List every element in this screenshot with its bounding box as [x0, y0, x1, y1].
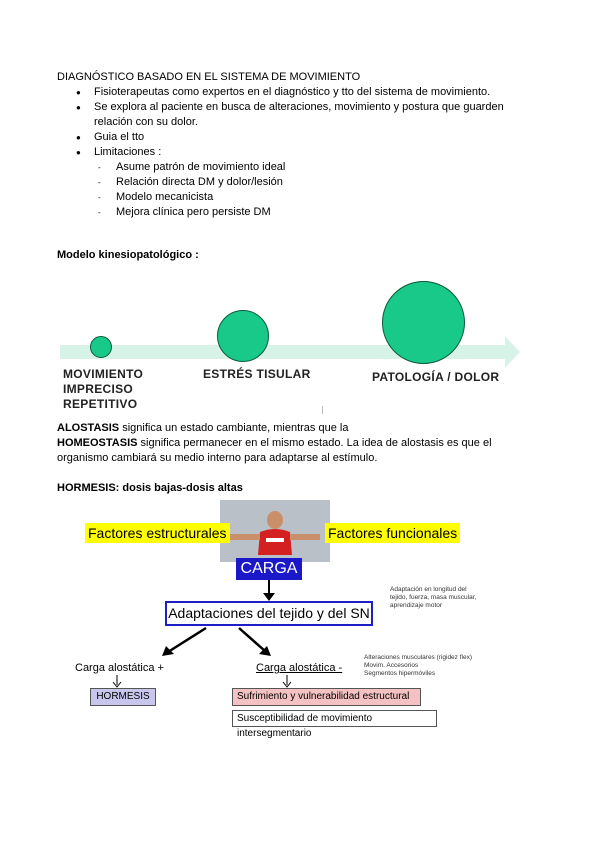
limitaciones-list — [98, 160, 526, 220]
stage-label-movimiento — [63, 367, 143, 412]
alteraciones-note — [364, 654, 489, 678]
stage-label-patologia: PATOLOGÍA / DOLOR — [372, 370, 500, 384]
list-item: ● Se explora al paciente en busca de alteraciones, movimiento y postura que guarden relación con su dolor. — [76, 100, 526, 130]
susceptibilidad-box: Susceptibilidad de movimiento intersegmentario — [232, 710, 437, 727]
list-item: - Mejora clínica pero persiste DM — [98, 205, 526, 220]
circle-medium — [217, 310, 269, 362]
note-line: Movim. Accesorios — [364, 662, 419, 669]
list-item: - Relación directa DM y dolor/lesión — [98, 175, 526, 190]
carga-label: CARGA — [236, 558, 302, 580]
section-heading: DIAGNÓSTICO BASADO EN EL SISTEMA DE MOVIMIENTO — [57, 71, 361, 83]
stage-label-estres: ESTRÉS TISULAR — [203, 367, 311, 381]
alostasis-paragraph — [57, 421, 502, 466]
arrow-down-icon — [281, 675, 293, 689]
arrow-right-icon — [235, 626, 275, 658]
arrow-down-icon — [111, 675, 123, 689]
note-line: Segmentos hipermóviles — [364, 670, 436, 677]
circle-large — [382, 281, 465, 364]
alostasis-term: ALOSTASIS — [57, 422, 120, 434]
carga-negativa-label: Carga alostática - — [256, 662, 343, 674]
athlete-photo — [220, 500, 330, 562]
list-item: ● Fisioterapeutas como expertos en el diagnóstico y tto del sistema de movimiento. — [76, 85, 526, 100]
hormesis-heading: HORMESIS: dosis bajas-dosis altas — [57, 482, 243, 494]
sufrimiento-box: Sufrimiento y vulnerabilidad estructural — [232, 688, 421, 706]
factores-funcionales-label: Factores funcionales — [325, 523, 460, 543]
list-item: - Modelo mecanicista — [98, 190, 526, 205]
note-line: Alteraciones musculares (rigidez flex) — [364, 654, 473, 661]
hormesis-box: HORMESIS — [90, 688, 156, 706]
alostasis-text: significa un estado cambiante, mientras que la — [119, 422, 349, 434]
list-item — [76, 145, 526, 220]
model-heading: Modelo kinesiopatológico : — [57, 249, 199, 261]
gymnast-illustration — [220, 500, 330, 562]
stage-line: MOVIMIENTO — [63, 367, 144, 381]
factores-estructurales-label: Factores estructurales — [85, 523, 230, 543]
limitaciones-label: Limitaciones : — [94, 146, 162, 158]
carga-positiva-label: Carga alostática + — [75, 662, 164, 674]
arrow-left-icon — [160, 626, 210, 658]
bullet-list — [76, 85, 526, 220]
stage-line: REPETITIVO — [63, 397, 138, 411]
homeostasis-term: HOMEOSTASIS — [57, 437, 138, 449]
adaptacion-note: Adaptación en longitud del tejido, fuerza, masa muscular, aprendizaje motor — [390, 586, 477, 609]
list-item: ● Guia el tto — [76, 130, 526, 145]
stage-line: IMPRECISO — [63, 382, 134, 396]
divider-mark — [322, 406, 323, 414]
circle-small — [90, 336, 112, 358]
adaptaciones-box: Adaptaciones del tejido y del SN — [165, 601, 373, 626]
homeostasis-text: significa permanecer en el mismo estado. La idea de alostasis es que el organismo cambiará su medio interno para adaptarse al estímulo. — [57, 437, 492, 464]
arrow-down-icon — [262, 580, 276, 602]
list-item: - Asume patrón de movimiento ideal — [98, 160, 526, 175]
